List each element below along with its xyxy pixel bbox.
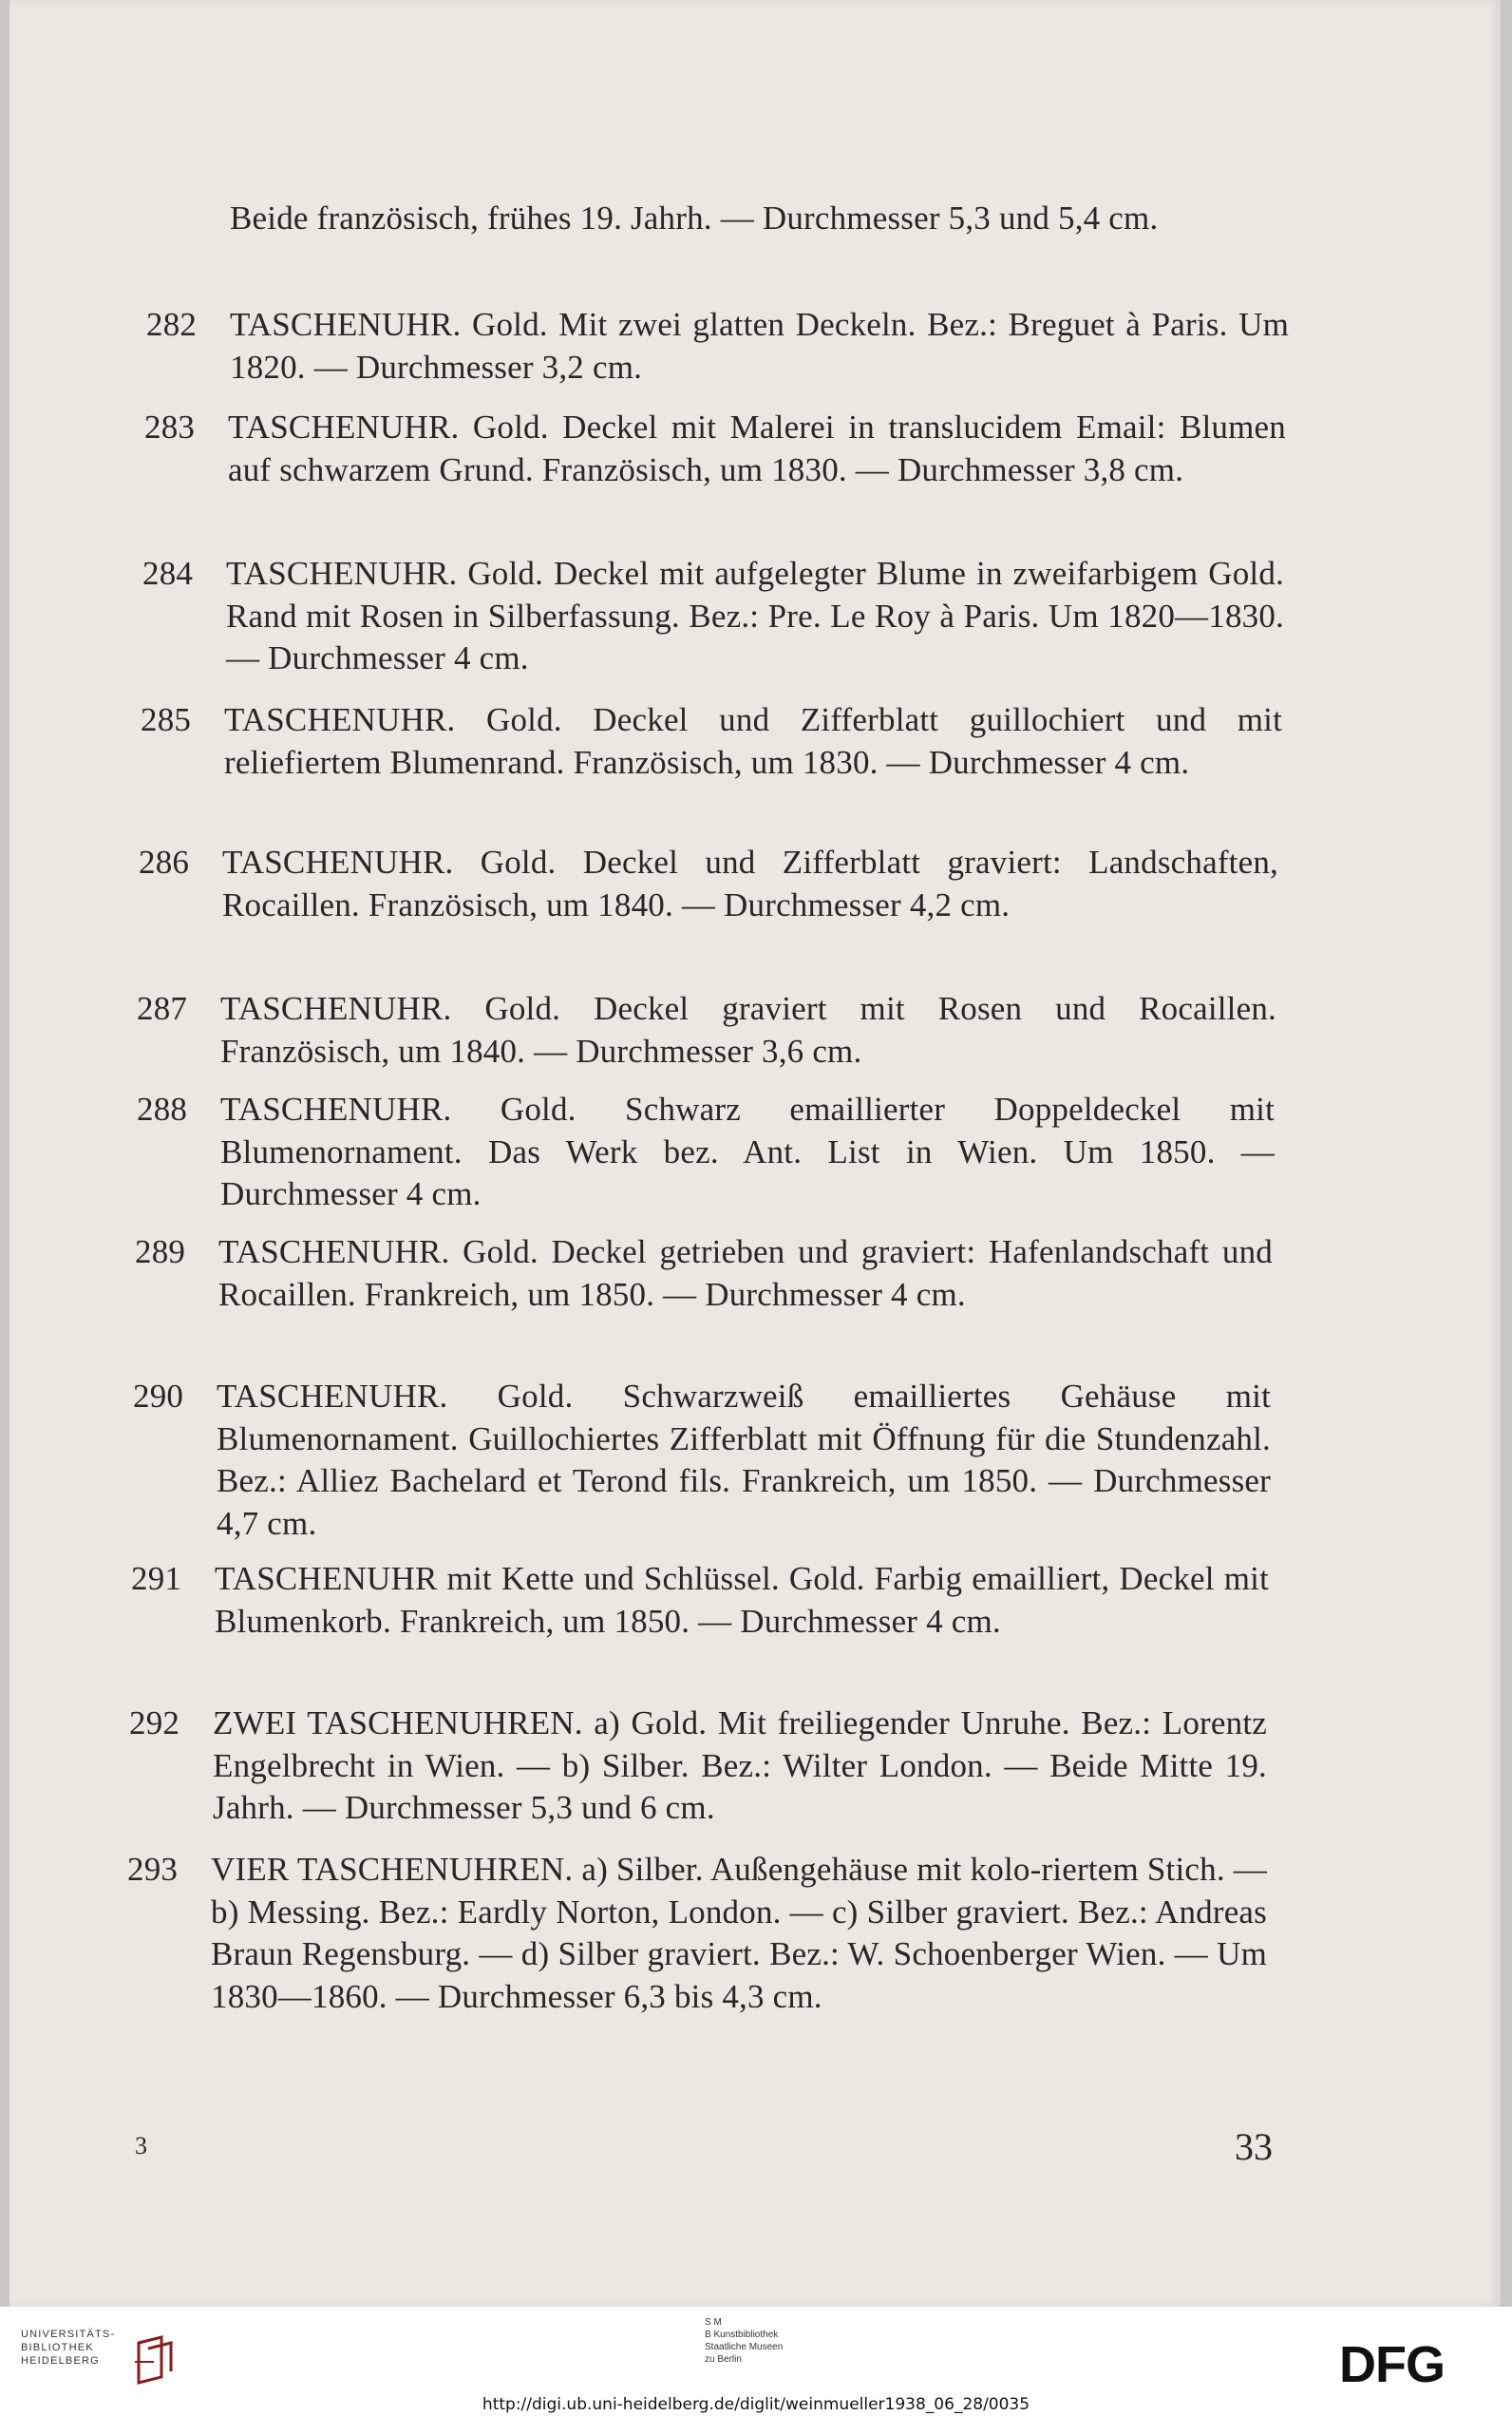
library-line: UNIVERSITÄTS- — [21, 2329, 116, 2340]
entry-number: 285 — [141, 701, 192, 738]
list-item — [230, 198, 1289, 240]
smb-line: Staatliche Museen — [705, 2342, 784, 2352]
smb-logo[interactable] — [705, 2316, 783, 2366]
library-logo[interactable] — [21, 2328, 182, 2388]
list-item — [137, 1089, 1275, 1216]
list-item — [139, 842, 1278, 926]
entry-number: 291 — [131, 1560, 182, 1597]
entry-number: 287 — [137, 990, 188, 1027]
entry-text: TASCHENUHR. Gold. Schwarz emaillierter Doppeldeckel mit Blumenornament. Das Werk bez. Ant. List in Wien. Um 1850. — Durchmesser 4 cm. — [220, 1091, 1275, 1212]
list-item — [133, 1376, 1271, 1545]
library-name — [21, 2328, 115, 2368]
smb-line: B Kunstbibliothek — [705, 2330, 779, 2340]
entry-text: TASCHENUHR. Gold. Deckel mit aufgelegter Blume in zweifarbigem Gold. Rand mit Rosen in Silberfassung. Bez.: Pre. Le Roy à Paris. Um 1820—1830. — Durchmesser 4 cm. — [226, 555, 1284, 676]
entry-number: 292 — [129, 1704, 180, 1741]
list-item — [144, 407, 1286, 491]
page-number: 33 — [1235, 2125, 1273, 2168]
entry-text: TASCHENUHR. Gold. Schwarzweiß emailliertes Gehäuse mit Blumenornament. Guillochiertes Zifferblatt mit Öffnung für die Stundenzahl. Bez.: Alliez Bachelard et Terond fils. Frankreich, um 1850. — Durchmesser 4,7 cm. — [217, 1378, 1271, 1542]
book-page — [9, 0, 1501, 2307]
entry-number: 282 — [146, 306, 198, 343]
list-item — [129, 1703, 1267, 1830]
library-line: BIBLIOTHEK — [21, 2342, 94, 2353]
entry-number: 288 — [137, 1091, 188, 1128]
library-logo-icon — [133, 2333, 177, 2387]
entry-text: TASCHENUHR. Gold. Mit zwei glatten Deckeln. Bez.: Breguet à Paris. Um 1820. — Durchmesser 3,2 cm. — [230, 306, 1289, 386]
list-item — [135, 1231, 1273, 1316]
entry-number: 286 — [139, 844, 190, 881]
entry-number: 290 — [133, 1378, 184, 1415]
smb-line: S M — [705, 2317, 722, 2328]
entry-number: 293 — [127, 1851, 179, 1888]
entry-text: TASCHENUHR. Gold. Deckel und Zifferblatt guillochiert und mit reliefiertem Blumenrand. Französisch, um 1830. — Durchmesser 4 cm. — [224, 701, 1282, 781]
entry-text: TASCHENUHR. Gold. Deckel und Zifferblatt graviert: Landschaften, Rocaillen. Französisch, um 1840. — Durchmesser 4,2 cm. — [222, 844, 1278, 923]
smb-line: zu Berlin — [705, 2354, 742, 2365]
permalink-url[interactable]: http://digi.ub.uni-heidelberg.de/diglit/weinmueller1938_06_28/0035 — [482, 2395, 1030, 2414]
list-item — [137, 988, 1276, 1073]
entry-text: TASCHENUHR mit Kette und Schlüssel. Gold. Farbig emailliert, Deckel mit Blumenkorb. Frankreich, um 1850. — Durchmesser 4 cm. — [215, 1560, 1269, 1640]
entry-text: ZWEI TASCHENUHREN. a) Gold. Mit freiliegender Unruhe. Bez.: Lorentz Engelbrecht in Wien. — b) Silber. Bez.: Wilter London. — Beide Mitte 19. Jahrh. — Durchmesser 5,3 und 6 cm. — [213, 1704, 1267, 1826]
signature-mark: 3 — [135, 2132, 147, 2159]
entry-text: TASCHENUHR. Gold. Deckel mit Malerei in translucidem Email: Blumen auf schwarzem Grund. Französisch, um 1830. — Durchmesser 3,8 cm. — [228, 409, 1286, 488]
library-line: HEIDELBERG — [21, 2355, 100, 2367]
entry-text: Beide französisch, frühes 19. Jahrh. — Durchmesser 5,3 und 5,4 cm. — [230, 200, 1159, 237]
entry-text: TASCHENUHR. Gold. Deckel getrieben und graviert: Hafenlandschaft und Rocaillen. Frankreich, um 1850. — Durchmesser 4 cm. — [218, 1233, 1273, 1313]
entry-text: TASCHENUHR. Gold. Deckel graviert mit Rosen und Rocaillen. Französisch, um 1840. — Durchmesser 3,6 cm. — [220, 990, 1276, 1070]
entry-number: 284 — [142, 555, 194, 592]
list-item — [146, 304, 1289, 389]
viewer-footer — [0, 2307, 1512, 2416]
list-item — [127, 1849, 1267, 2018]
list-item — [141, 699, 1282, 784]
entry-number: 289 — [135, 1233, 186, 1270]
entry-number: 283 — [144, 409, 196, 446]
entry-text: VIER TASCHENUHREN. a) Silber. Außengehäuse mit kolo-riertem Stich. — b) Messing. Bez.: Eardly Norton, London. — c) Silber graviert. Bez.: Andreas Braun Regensburg. — d) Silber graviert. Bez.: W. Schoenberger Wien. — Um 1830—1860. — Durchmesser 6,3 bis 4,3 cm. — [211, 1851, 1267, 2015]
list-item — [142, 553, 1284, 680]
list-item — [131, 1558, 1269, 1643]
dfg-logo[interactable]: DFG — [1339, 2336, 1445, 2393]
